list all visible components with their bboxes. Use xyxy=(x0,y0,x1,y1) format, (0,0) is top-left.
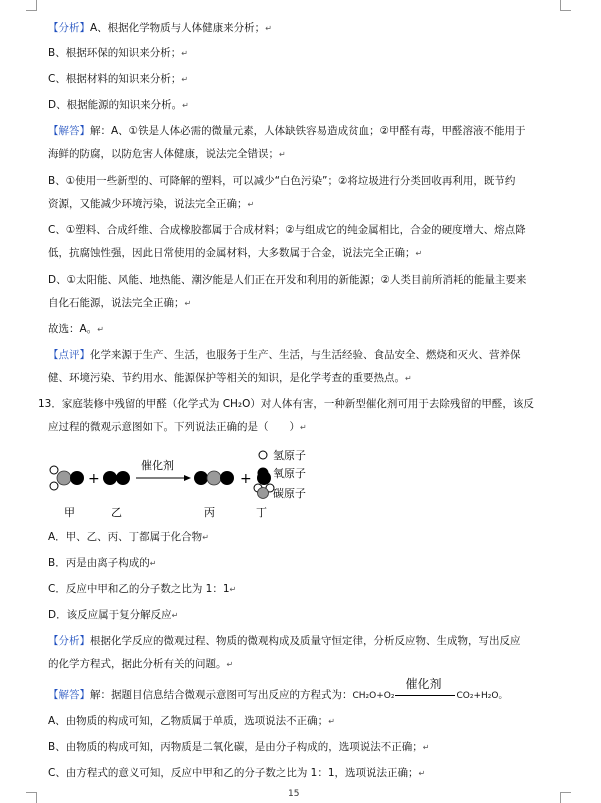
molecule-yi xyxy=(103,471,130,485)
analysis-line-a: 【分析】A、根据化学物质与人体健康来分析；↵ xyxy=(48,22,272,34)
molecule-bing xyxy=(194,471,234,485)
label-ding: 丁 xyxy=(256,506,267,519)
label-jia: 甲 xyxy=(64,506,75,519)
solution-line-3: B、①使用一些新型的、可降解的塑料，可以减少“白色污染”；②将垃圾进行分类回收再利用，既节约 xyxy=(48,175,516,187)
analysis-line-b: B、根据环保的知识来分析；↵ xyxy=(48,47,188,59)
corner-mark-top-left xyxy=(26,0,37,11)
solution-line-5: C、①塑料、合成纤维、合成橡胶都属于合成材料；②与组成它的纯金属相比，合金的硬度增大、熔点降 xyxy=(48,224,526,236)
legend-hydrogen: 氢原子 xyxy=(273,449,306,462)
option-c: C．反应中甲和乙的分子数之比为 1：1↵ xyxy=(48,583,237,595)
comment-tag: 【点评】 xyxy=(48,349,90,361)
comment-line-1: 【点评】化学来源于生产、生活，也服务于生产、生活，与生活经验、食品安全、燃烧和灭火、营养保 xyxy=(48,349,521,361)
analysis-line-c: C、根据材料的知识来分析；↵ xyxy=(48,73,189,85)
q13-solution-tag: 【解答】 xyxy=(48,689,90,701)
option-d: D．该反应属于复分解反应↵ xyxy=(48,609,179,621)
q13-analysis-tag: 【分析】 xyxy=(48,635,90,647)
corner-mark-bottom-right xyxy=(560,792,571,803)
page-number: 15 xyxy=(288,789,300,799)
label-yi: 乙 xyxy=(111,506,122,519)
answer-line: 故选：A。↵ xyxy=(48,323,104,335)
reaction-diagram xyxy=(44,442,344,522)
solution-tag: 【解答】 xyxy=(48,125,90,137)
question-13-stem-1: 13．家庭装修中残留的甲醛（化学式为 CH₂O）对人体有害，一种新型催化剂可用于去除残留的甲醛，该反 xyxy=(38,398,534,410)
question-13-stem-2: 应过程的微观示意图如下。下列说法正确的是（ ）↵ xyxy=(48,421,307,433)
q13-solution-b: B、由物质的构成可知，丙物质是二氧化碳，是由分子构成的，选项说法不正确；↵ xyxy=(48,741,430,753)
solution-line-7: D、①太阳能、风能、地热能、潮汐能是人们正在开发和利用的新能源；②人类目前所消耗的能量主要来 xyxy=(48,274,527,286)
molecule-jia xyxy=(50,466,84,490)
analysis-line-d: D、根据能源的知识来分析。↵ xyxy=(48,99,189,111)
solution-line-6: 低，抗腐蚀性强，因此日常使用的金属材料，大多数属于合金，说法完全正确；↵ xyxy=(48,247,423,259)
corner-mark-bottom-left xyxy=(26,792,37,803)
q13-solution-equation-line: 【解答】解：据题目信息结合微观示意图可写出反应的方程式为：CH₂O+O₂ 催化剂 CO₂+H₂O。 xyxy=(48,677,508,701)
corner-mark-top-right xyxy=(560,0,571,11)
analysis-tag: 【分析】 xyxy=(48,22,90,34)
equation-right: CO₂+H₂O。 xyxy=(456,691,508,701)
legend-oxygen: 氧原子 xyxy=(273,467,306,480)
q13-analysis-line-1: 【分析】根据化学反应的微观过程、物质的微观构成及质量守恒定律，分析反应物、生成物，写出反应 xyxy=(48,635,521,647)
plus-sign-2: + xyxy=(240,471,252,487)
plus-sign-1: + xyxy=(88,471,100,487)
label-bing: 丙 xyxy=(204,506,215,519)
option-b: B．丙是由离子构成的↵ xyxy=(48,557,157,569)
legend xyxy=(258,448,307,500)
q13-solution-a: A、由物质的构成可知，乙物质属于单质，选项说法不正确；↵ xyxy=(48,715,335,727)
solution-line-1: 【解答】解：A、①铁是人体必需的微量元素，人体缺铁容易造成贫血；②甲醛有毒，甲醛溶液不能用于 xyxy=(48,125,526,137)
legend-carbon: 碳原子 xyxy=(273,487,306,500)
equation-left: CH₂O+O₂ xyxy=(352,691,395,701)
solution-line-8: 自化石能源，说法完全正确；↵ xyxy=(48,297,192,309)
comment-line-2: 健、环境污染、节约用水、能源保护等相关的知识，是化学考查的重要热点。↵ xyxy=(48,372,412,384)
equation-catalyst: 催化剂 xyxy=(395,688,455,702)
catalyst-label: 催化剂 xyxy=(141,459,174,472)
solution-line-4: 资源，又能减少环境污染，说法完全正确；↵ xyxy=(48,198,255,210)
option-a: A．甲、乙、丙、丁都属于化合物↵ xyxy=(48,531,209,543)
solution-line-2: 海鲜的防腐，以防危害人体健康，说法完全错误；↵ xyxy=(48,148,286,160)
q13-analysis-line-2: 的化学方程式，据此分析有关的问题。↵ xyxy=(48,658,234,670)
q13-solution-c: C、由方程式的意义可知，反应中甲和乙的分子数之比为 1：1，选项说法正确；↵ xyxy=(48,767,426,779)
